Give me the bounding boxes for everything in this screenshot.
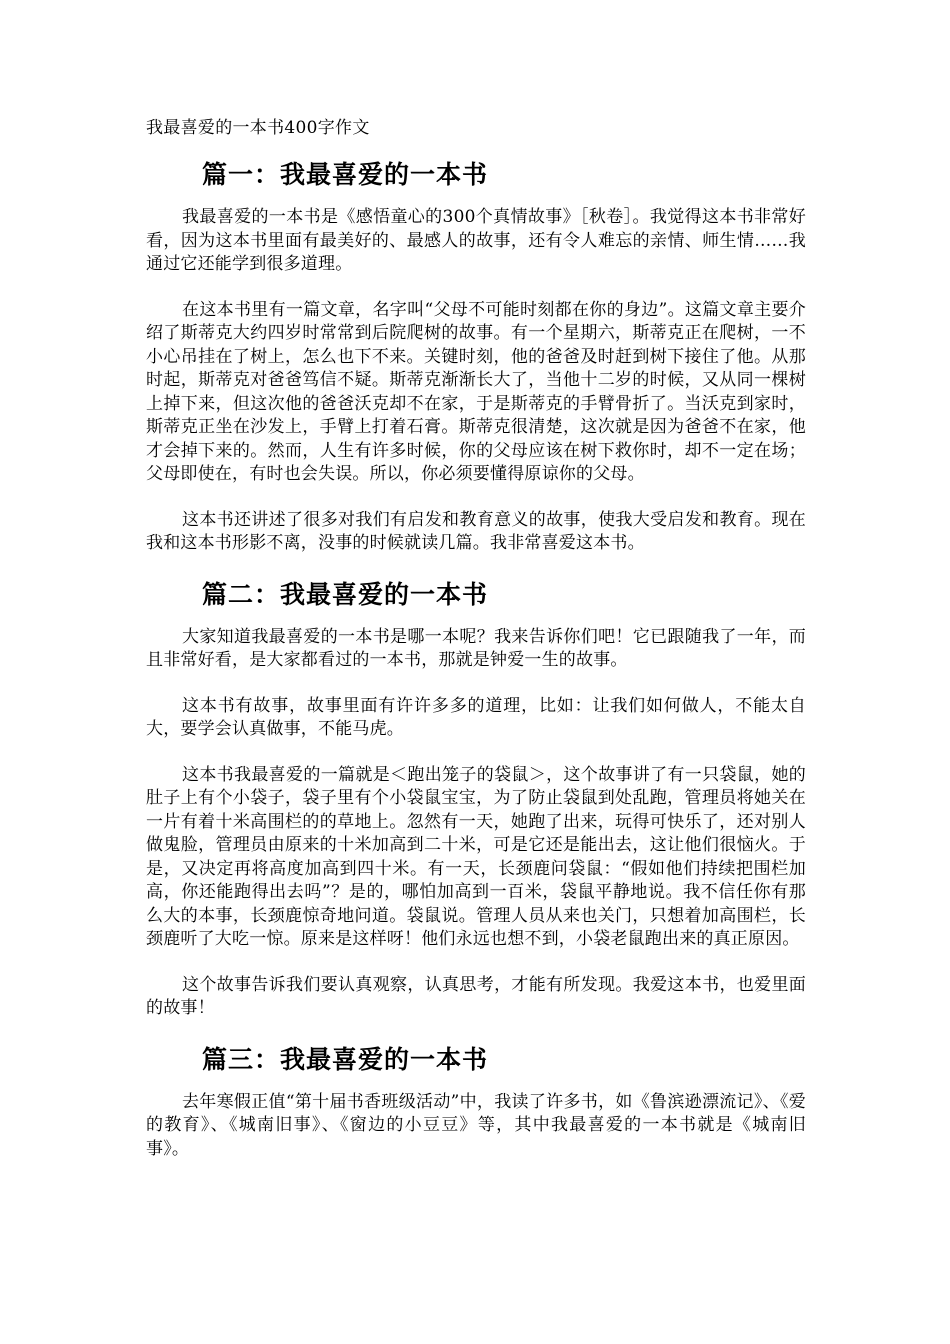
section-heading: 篇二：我最喜爱的一本书 [202,579,489,609]
document-title: 我最喜爱的一本书400字作文 [146,118,370,138]
section-heading: 篇一：我最喜爱的一本书 [202,160,489,189]
paragraph: 在这本书里有一篇文章，名字叫“父母不可能时刻都在你的身边”。这篇文章主要介绍了斯蒂克大约四岁时常常到后院爬树的故事。有一个星期六，斯蒂克正在爬树，一不小心吊挂在了树上，怎么也下不来。关键时刻，他的爸爸及时赶到树下接住了他。从那时起，斯蒂克对爸爸笃信不疑。斯蒂克渐渐长大了，当他十二岁的时候，又从同一棵树上掉下来，但这次他的爸爸沃克却不在家，于是斯蒂克的手臂骨折了。当沃克到家时，斯蒂克正坐在沙发上，手臂上打着石膏。斯蒂克很清楚，这次就是因为爸爸不在家，他才会掉下来的。然而，人生有许多时候，你的父母应该在树下救你时，却不一定在场；父母即使在，有时也会失误。所以，你必须要懂得原谅你的父母。 [146,299,806,484]
paragraph: 这本书还讲述了很多对我们有启发和教育意义的故事，使我大受启发和教育。现在我和这本书形影不离，没事的时候就读几篇。我非常喜爱这本书。 [146,509,806,553]
document-page [146,116,806,1183]
section-2 [146,578,806,1021]
paragraph: 去年寒假正值“第十届书香班级活动”中，我读了许多书，如《鲁滨逊漂流记》、《爱的教育》、《城南旧事》、《窗边的小豆豆》等，其中我最喜爱的一本书就是《城南旧事》。 [146,1091,806,1159]
paragraph: 这本书我最喜爱的一篇就是＜跑出笼子的袋鼠＞，这个故事讲了有一只袋鼠，她的肚子上有个小袋子，袋子里有个小袋鼠宝宝，为了防止袋鼠到处乱跑，管理员将她关在一片有着十米高围栏的的草地上。忽然有一天，她跑了出来，玩得可快乐了，还对别人做鬼脸，管理员由原来的十米加高到二十米，可是它还是能出去，这让他们很恼火。于是，又决定再将高度加高到四十米。有一天，长颈鹿问袋鼠：“假如他们持续把围栏加高，你还能跑得出去吗”？是的，哪怕加高到一百米，袋鼠平静地说。我不信任你有那么大的本事，长颈鹿惊奇地问道。袋鼠说。管理人员从来也关门，只想着加高围栏，长颈鹿听了大吃一惊。原来是这样呀！他们永远也想不到，小袋老鼠跑出来的真正原因。 [146,764,806,949]
paragraph: 我最喜爱的一本书是《感悟童心的300个真情故事》［秋卷］。我觉得这本书非常好看，因为这本书里面有最美好的、最感人的故事，还有令人难忘的亲情、师生情……我通过它还能学到很多道理。 [146,207,806,274]
section-3 [146,1043,806,1162]
paragraph: 大家知道我最喜爱的一本书是哪一本呢？我来告诉你们吧！它已跟随我了一年，而且非常好看，是大家都看过的一本书，那就是钟爱一生的故事。 [146,626,806,670]
section-1 [146,158,806,556]
paragraph: 这个故事告诉我们要认真观察，认真思考，才能有所发现。我爱这本书，也爱里面的故事！ [146,974,806,1018]
paragraph: 这本书有故事，故事里面有许许多多的道理，比如：让我们如何做人，不能太自大，要学会认真做事，不能马虎。 [146,695,806,739]
section-heading: 篇三：我最喜爱的一本书 [202,1044,489,1074]
